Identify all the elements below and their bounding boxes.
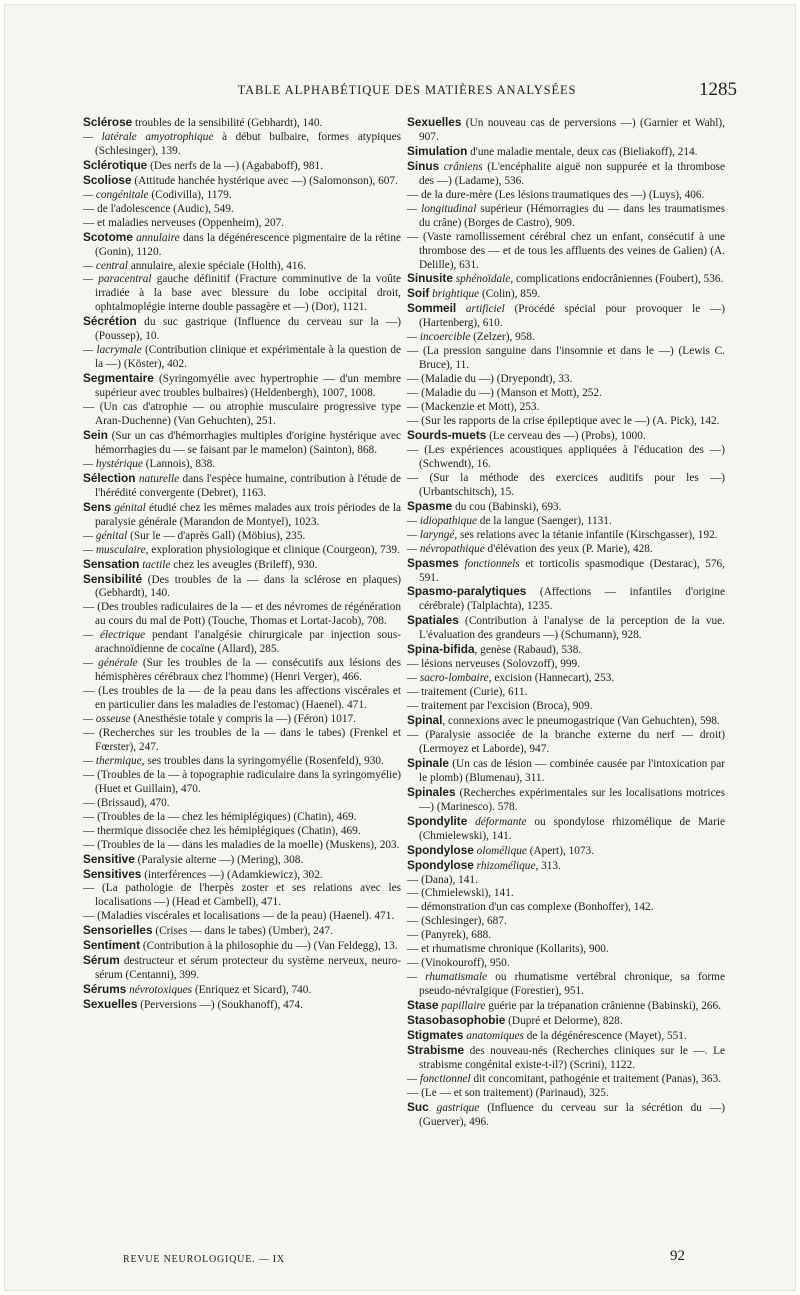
entry-text: — (Brissaud), 470. (83, 796, 170, 809)
index-entry (83, 983, 401, 998)
entry-text: d'une maladie mentale, deux cas (Bieliakoff), 214. (467, 145, 698, 158)
entry-text: supérieur (Hémorragies du — dans les traumatismes du crâne) (Borges de Castro), 909. (419, 202, 725, 229)
entry-text: — de l'adolescence (Audic), 549. (83, 202, 234, 215)
page-header (77, 79, 737, 105)
entry-text: annulaire, alexie spéciale (Holth), 416. (127, 259, 307, 272)
index-entry (407, 585, 725, 614)
entry-text: — (Mackenzie et Mott), 253. (407, 401, 540, 414)
page-footer (123, 1248, 685, 1268)
index-entry (83, 315, 401, 344)
entry-text: (Perversions —) (Soukhanoff), 474. (137, 999, 303, 1012)
entry-text: — traitement (Curie), 611. (407, 686, 528, 699)
index-entry (407, 401, 725, 415)
index-entry (83, 573, 401, 602)
index-entry (83, 629, 401, 657)
entry-text: (Apert), 1073. (526, 844, 595, 857)
entry-qualifier: névrotoxiques (126, 984, 193, 997)
entry-heading: Sensitives (83, 866, 142, 881)
entry-qualifier: — névropathique (407, 542, 485, 555)
index-entry (83, 131, 401, 159)
index-entry (83, 657, 401, 685)
entry-qualifier: génital (111, 501, 146, 514)
index-entry (83, 601, 401, 629)
entry-text: (Sur le — d'après Gall) (Möbius), 235. (127, 529, 306, 542)
entry-text: — (La pathologie de l'herpès zoster et ses relations avec les localisations —) (Head et Cambell), 471. (83, 882, 401, 909)
entry-qualifier: crâniens (439, 160, 483, 173)
entry-text: — (Sur la méthode des exercices auditifs pour les —) (Urbantschitsch), 15. (407, 471, 725, 498)
entry-qualifier: brightique (429, 288, 480, 301)
index-entry (83, 231, 401, 260)
index-entry (407, 557, 725, 586)
index-entry (83, 839, 401, 853)
journal-signature: REVUE NEUROLOGIQUE. — IX (123, 1254, 285, 1265)
index-entry (83, 685, 401, 713)
index-entry (83, 458, 401, 472)
entry-text: du cou (Babinski), 693. (452, 500, 562, 513)
index-entry (407, 272, 725, 287)
entry-text: — (Schlesinger), 687. (407, 915, 507, 928)
index-entry (407, 815, 725, 844)
entry-text: — (Vinokouroff), 950. (407, 957, 510, 970)
index-entry (407, 686, 725, 700)
index-entry (407, 971, 725, 999)
index-entry (83, 769, 401, 797)
entry-text: — et rhumatisme chronique (Kollarits), 900. (407, 943, 609, 956)
index-entry (83, 910, 401, 924)
index-entry (83, 727, 401, 755)
entry-text: ou spondylose rhizomélique de Marie (Chmielewski), 141. (419, 815, 725, 842)
entry-heading: Sensation (83, 556, 140, 571)
entry-text: (Paralysie alterne —) (Mering), 308. (134, 853, 304, 866)
index-entry (407, 957, 725, 971)
entry-qualifier: papillaire (438, 1000, 486, 1013)
entry-text: — (Troubles de la — à topographie radiculaire dans la syringomyélie) (Huet et Guillain), 470. (83, 768, 401, 795)
entry-heading: Spasmes (407, 555, 459, 570)
index-entry (407, 714, 725, 729)
entry-qualifier: tactile (139, 558, 171, 571)
entry-heading: Spinal (407, 713, 443, 728)
index-entry (407, 543, 725, 557)
index-entry (407, 901, 725, 915)
index-entry (83, 998, 401, 1013)
entry-text: — (Des troubles radiculaires de la — et des névromes de régénération au cours du mal de Pott) (Touche, Thomas et Lortat-Jacob), 708. (83, 601, 401, 628)
index-entry (407, 287, 725, 302)
entry-text: — de la dure-mère (Les lésions traumatiques des —) (Luys), 406. (407, 188, 705, 201)
entry-text: (interférences —) (Adamkiewicz), 302. (141, 868, 323, 881)
index-entry (83, 558, 401, 573)
index-entry (407, 643, 725, 658)
entry-text: (L'encéphalite aiguë non suppurée et la thrombose des —) (Ladame), 536. (419, 160, 726, 187)
index-entry (407, 331, 725, 345)
index-entry (83, 797, 401, 811)
index-entry (407, 160, 725, 189)
entry-qualifier: gastrique (428, 1101, 480, 1114)
entry-text: — (Un cas d'atrophie — ou atrophie musculaire progressive type Aran-Duchenne) (Van Gehuchten), 251. (83, 401, 401, 428)
entry-text: — (Maladie du —) (Dryepondt), 33. (407, 373, 573, 386)
entry-qualifier: — latérale amyotrophique (83, 130, 214, 143)
index-entry (83, 174, 401, 189)
index-entry (407, 500, 725, 515)
index-entry (83, 472, 401, 501)
scanned-page (4, 4, 796, 1291)
entry-heading: Sensitive (83, 851, 135, 866)
index-entry (407, 929, 725, 943)
entry-text: , ses troubles dans la syringomyélie (Rosenfeld), 930. (141, 754, 384, 767)
entry-text: , complications endocrâniennes (Foubert), 536. (510, 273, 724, 286)
index-entry (407, 429, 725, 444)
entry-text: — (Maladie du —) (Manson et Mott), 252. (407, 387, 602, 400)
index-entry (407, 844, 725, 859)
index-entry (407, 116, 725, 145)
entry-qualifier: — rhumatismale (407, 971, 488, 984)
entry-text: — (Paralysie associée de la branche externe du nerf — droit) (Lermoyez et Laborde), 947. (407, 728, 725, 755)
index-entry (83, 372, 401, 401)
index-entry (83, 260, 401, 274)
index-entry (83, 501, 401, 530)
entry-text: chez les aveugles (Brileff), 930. (170, 558, 318, 571)
entry-heading: Sécrétion (83, 314, 137, 329)
entry-qualifier: — génital (83, 529, 128, 542)
entry-qualifier: — osseuse (83, 713, 131, 726)
entry-text: (Procédé spécial pour provoquer le —) (Hartenberg), 610. (419, 303, 725, 330)
entry-heading: Stigmates (407, 1028, 464, 1042)
entry-text: dans l'espèce humaine, contribution à l'étude de l'hérédité convergente (Debret), 1163. (95, 472, 401, 499)
entry-text: (Contribution à la philosophie du —) (Van Feldegg), 13. (140, 940, 398, 953)
entry-qualifier: — hystérique (83, 457, 143, 470)
entry-heading: Sensorielles (83, 923, 153, 938)
entry-heading: Suc (407, 1099, 429, 1114)
entry-text: destructeur et sérum protecteur du système nerveux, neuro-sérum (Centanni), 399. (95, 955, 401, 982)
index-entry (407, 700, 725, 714)
entry-text: — (Chmielewski), 141. (407, 887, 514, 900)
entry-text: , genèse (Rabaud), 538. (474, 644, 582, 657)
entry-text: (Colin), 859. (479, 288, 541, 301)
entry-heading: Spatiales (407, 613, 459, 628)
index-entry (83, 217, 401, 231)
entry-text: du suc gastrique (Influence du cerveau sur la —) (Poussep), 10. (95, 316, 401, 343)
entry-text: — (Le — et son traitement) (Parinaud), 325. (407, 1086, 609, 1099)
entry-heading: Strabisme (407, 1042, 465, 1057)
entry-text: (Lannois), 838. (142, 457, 216, 470)
index-entry (407, 874, 725, 888)
entry-text: (Dupré et Delorme), 828. (505, 1015, 623, 1028)
entry-heading: Sérums (83, 982, 127, 997)
index-entry (407, 472, 725, 500)
entry-text: des nouveau-nés (Recherches cliniques sur le —. Le strabisme congénital existe-t-il?) (Scrini), 1122. (419, 1044, 725, 1071)
index-entry (407, 859, 725, 874)
entry-heading: Spasme (407, 498, 453, 513)
index-entry (407, 373, 725, 387)
index-entry (407, 1029, 725, 1044)
entry-qualifier: — lacrymale (83, 344, 142, 357)
entry-text: — (Sur les rapports de la crise épileptique avec le —) (A. Pick), 142. (407, 415, 720, 428)
entry-text: guérie par la trépanation crânienne (Babinski), 266. (485, 1000, 722, 1013)
entry-text: — thermique dissociée chez les hémiplégiques (Chatin), 469. (83, 824, 361, 837)
index-entry (407, 1073, 725, 1087)
entry-qualifier: — idiopathique (407, 514, 477, 527)
entry-text: (Un nouveau cas de perversions —) (Garnier et Wahl), 907. (419, 117, 725, 143)
entry-text: — (Vaste ramollissement cérébral chez un enfant, consécutif à une thrombose des — et de tous les affluents des veines de Galien) (A. Delille), 631. (407, 230, 725, 271)
entry-heading: Spondylose (407, 842, 474, 857)
entry-qualifier: — paracentral (83, 273, 152, 286)
entry-heading: Soif (407, 286, 430, 301)
entry-text: (Contribution clinique et expérimentale à la question de la —) (Köster), 402. (95, 344, 401, 371)
entry-heading: Stasobasophobie (407, 1013, 506, 1028)
entry-text: à début bulbaire, formes atypiques (Schlesinger), 139. (95, 130, 401, 157)
entry-heading: Scotome (83, 229, 133, 244)
index-entry (83, 882, 401, 910)
entry-text: — et maladies nerveuses (Oppenheim), 207. (83, 216, 285, 229)
entry-text: troubles de la sensibilité (Gebhardt), 140. (132, 117, 323, 129)
entry-qualifier: — central (83, 259, 128, 272)
entry-text: et torticolis spasmodique (Destarac), 576, 591. (419, 557, 726, 584)
index-entry (407, 444, 725, 472)
index-entry (407, 302, 725, 331)
index-entry (83, 544, 401, 558)
entry-qualifier: — incoercible (407, 331, 471, 344)
index-entry (83, 811, 401, 825)
entry-text: dans la dégénérescence pigmentaire de la rétine (Gonin), 1120. (95, 231, 401, 258)
entry-text: ou rhumatisme vertébral chronique, sa forme pseudo-névralgique (Forestier), 951. (419, 971, 725, 998)
entry-text: — (Dana), 141. (407, 873, 478, 886)
entry-heading: Sein (83, 427, 108, 442)
entry-text: — (Recherches sur les troubles de la — dans le tabes) (Frenkel et Fœrster), 247. (83, 726, 401, 753)
entry-text: (Crises — dans le tabes) (Umber), 247. (152, 925, 333, 938)
entry-text: (Anesthésie totale y compris la —) (Féron) 1017. (130, 713, 356, 726)
entry-text: (Un cas de lésion — combinée causée par l'intoxication par le plomb) (Blumenau), 311. (419, 757, 725, 784)
entry-heading: Sexuelles (83, 997, 138, 1012)
entry-text: (Zelzer), 958. (470, 331, 535, 344)
entry-qualifier: sphénoïdale (452, 273, 511, 286)
entry-heading: Scoliose (83, 172, 132, 187)
entry-text: — (Panyrek), 688. (407, 929, 492, 942)
entry-text: (Affections — infantiles d'origine cérébrale) (Talplachta), 1235. (419, 586, 725, 613)
entry-heading: Sensibilité (83, 571, 143, 586)
index-entry (407, 1014, 725, 1029)
entry-text: — (Les expériences acoustiques appliquées à l'éducation des —) (Schwendt), 16. (407, 443, 725, 470)
entry-qualifier: artificiel (456, 303, 505, 316)
entry-heading: Spasmo-paralytiques (407, 584, 527, 599)
index-entry (83, 868, 401, 883)
index-entry (407, 786, 725, 815)
entry-text: — (Les troubles de la — de la peau dans les affections viscérales et en particulier dans les maladies de l'estomac) (Haenel). 471. (83, 685, 401, 712)
index-entry (407, 203, 725, 231)
entry-heading: Stase (407, 998, 439, 1013)
entry-heading: Spondylose (407, 857, 474, 872)
entry-qualifier: — musculaire (83, 543, 146, 556)
entry-text: (Syringomyélie avec hypertrophie — d'un membre supérieur avec troubles bulbaires) (Heldenbergh), 1007, 1008. (95, 373, 401, 400)
index-entry (407, 345, 725, 373)
entry-heading: Spina-bifida (407, 642, 475, 657)
entry-text: (Sur un cas d'hémorrhagies multiples d'origine hystérique avec hémorrhagies du — se faisant par le mamelon) (Sainton), 868. (95, 429, 401, 456)
entry-text: (Codivilla), 1179. (148, 188, 232, 201)
index-entry (83, 159, 401, 174)
entry-text: de la langue (Saenger), 1131. (476, 514, 612, 527)
entry-heading: Segmentaire (83, 371, 154, 386)
entry-heading: Spinale (407, 755, 449, 770)
entry-text: (Sur les troubles de la — consécutifs aux lésions des hémisphères cérébraux chez l'homme) (Henri Verger), 466. (95, 657, 401, 684)
entry-qualifier: — générale (83, 657, 138, 670)
index-entry (83, 273, 401, 315)
entry-text: d'élévation des yeux (P. Marie), 428. (484, 542, 653, 555)
index-entry (407, 999, 725, 1014)
entry-text: — démonstration d'un cas complexe (Bonhoffer), 142. (407, 901, 654, 914)
index-entry (407, 887, 725, 901)
entry-heading: Sexuelles (407, 115, 462, 129)
entry-qualifier: — sacro-lombaire (407, 672, 489, 685)
entry-heading: Simulation (407, 143, 468, 158)
entry-text: (Enriquez et Sicard), 740. (192, 984, 312, 997)
page-number: 1285 (699, 79, 737, 100)
entry-qualifier: — congénitale (83, 188, 149, 201)
index-entry (407, 415, 725, 429)
entry-heading: Sourds-muets (407, 427, 487, 442)
entry-heading: Spinales (407, 784, 456, 799)
entry-heading: Sclérose (83, 115, 133, 129)
index-entry (407, 614, 725, 643)
entry-text: (Attitude hanchée hystérique avec —) (Salomonson), 607. (131, 174, 398, 187)
entry-text: (Le cerveau des —) (Probs), 1000. (486, 429, 646, 442)
index-entry (83, 429, 401, 458)
entry-text: gauche définitif (Fracture comminutive de la voûte irradiée à la base avec blessure du lobe occipital droit, ophtalmoplégie interne double passagère et —) (Dor), 1121. (95, 273, 401, 314)
index-entry (407, 515, 725, 529)
index-entry (83, 344, 401, 372)
index-entry (407, 729, 725, 757)
entry-qualifier: anatomiques (463, 1030, 524, 1042)
entry-text: — lésions nerveuses (Solovzoff), 999. (407, 658, 580, 671)
entry-text: , ses relations avec la tétanie infantile (Kirschgasser), 192. (454, 528, 718, 541)
index-entry (83, 939, 401, 954)
index-entry (83, 401, 401, 429)
entry-text: (Contribution à l'analyse de la perception de la vue. L'évaluation des grandeurs —) (Schumann), 928. (419, 615, 725, 642)
index-entry (407, 757, 725, 786)
entry-heading: Spondylite (407, 813, 468, 828)
entry-text: , 313. (535, 859, 561, 872)
entry-qualifier: — laryngé (407, 528, 455, 541)
index-entry (83, 825, 401, 839)
index-entry (407, 672, 725, 686)
running-title: TABLE ALPHABÉTIQUE DES MATIÈRES ANALYSÉES (237, 83, 577, 97)
index-entry (407, 1101, 725, 1130)
entry-text: (Des troubles de la — dans la sclérose en plaques) (Gebhardt), 140. (95, 573, 401, 600)
entry-qualifier: fonctionnels (458, 557, 520, 570)
entry-qualifier: — thermique (83, 754, 142, 767)
entry-qualifier: olomélique (473, 844, 527, 857)
entry-text: , excision (Hannecart), 253. (488, 672, 615, 685)
entry-qualifier: — longitudinal (407, 202, 477, 215)
entry-text: étudié chez les mêmes malades aux trois périodes de la paralysie générale (Marandon de Montyel), 1023. (95, 501, 402, 528)
index-entry (407, 387, 725, 401)
index-entry (83, 924, 401, 939)
index-entry (83, 954, 401, 983)
index-column-left (83, 116, 401, 1013)
entry-heading: Sentiment (83, 938, 141, 953)
entry-text: de la dégénérescence (Mayet), 551. (523, 1030, 687, 1042)
index-entry (407, 189, 725, 203)
entry-text: — (La pression sanguine dans l'insomnie et dans le —) (Lewis C. Bruce), 11. (407, 345, 725, 372)
index-entry (407, 231, 725, 273)
index-entry (407, 1087, 725, 1101)
entry-qualifier: — fonctionnel (407, 1072, 471, 1085)
entry-text: , exploration physiologique et clinique (Courgeon), 739. (145, 543, 400, 556)
index-entry (83, 189, 401, 203)
index-entry (83, 530, 401, 544)
entry-heading: Sclérotique (83, 157, 148, 172)
entry-qualifier: annulaire (132, 231, 180, 244)
entry-heading: Sérum (83, 953, 120, 968)
index-entry (83, 713, 401, 727)
index-entry (407, 529, 725, 543)
entry-heading: Sélection (83, 470, 136, 485)
entry-text: , connexions avec le pneumogastrique (Van Gehuchten), 598. (442, 715, 720, 728)
entry-heading: Sommeil (407, 301, 457, 316)
entry-qualifier: naturelle (135, 472, 180, 485)
entry-qualifier: — électrique (83, 629, 146, 642)
entry-text: — traitement par l'excision (Broca), 909. (407, 700, 593, 713)
entry-text: dit concomitant, pathogénie et traitement (Panas), 363. (470, 1072, 722, 1085)
entry-text: (Influence du cerveau sur la sécrétion du —) (Guerver), 496. (419, 1101, 725, 1128)
index-column-right (407, 116, 725, 1130)
entry-heading: Sinus (407, 158, 440, 173)
entry-qualifier: rhizomélique (473, 859, 536, 872)
sheet-number: 92 (670, 1248, 685, 1264)
index-entry (83, 853, 401, 868)
index-entry (407, 145, 725, 160)
index-entry (83, 203, 401, 217)
index-entry (407, 658, 725, 672)
index-entry (83, 755, 401, 769)
entry-text: — (Troubles de la — chez les hémiplégiques) (Chatin), 469. (83, 810, 357, 823)
entry-heading: Sinusite (407, 271, 453, 286)
index-entry (83, 116, 401, 131)
entry-text: (Des nerfs de la —) (Agababoff), 981. (147, 159, 324, 172)
entry-text: pendant l'analgésie chirurgicale par injection sous-arachnoïdienne de cocaïne (Allard), 285. (95, 629, 401, 656)
entry-heading: Sens (83, 499, 112, 514)
entry-qualifier: déformante (467, 815, 527, 828)
entry-text: — (Troubles de la — dans les maladies de la moelle) (Muskens), 203. (83, 838, 400, 851)
index-entry (407, 943, 725, 957)
index-entry (407, 1044, 725, 1073)
entry-text: (Recherches expérimentales sur les localisations motrices —) (Marinesco). 578. (419, 786, 725, 813)
index-entry (407, 915, 725, 929)
entry-text: — (Maladies viscérales et localisations — de la peau) (Haenel). 471. (83, 910, 395, 923)
